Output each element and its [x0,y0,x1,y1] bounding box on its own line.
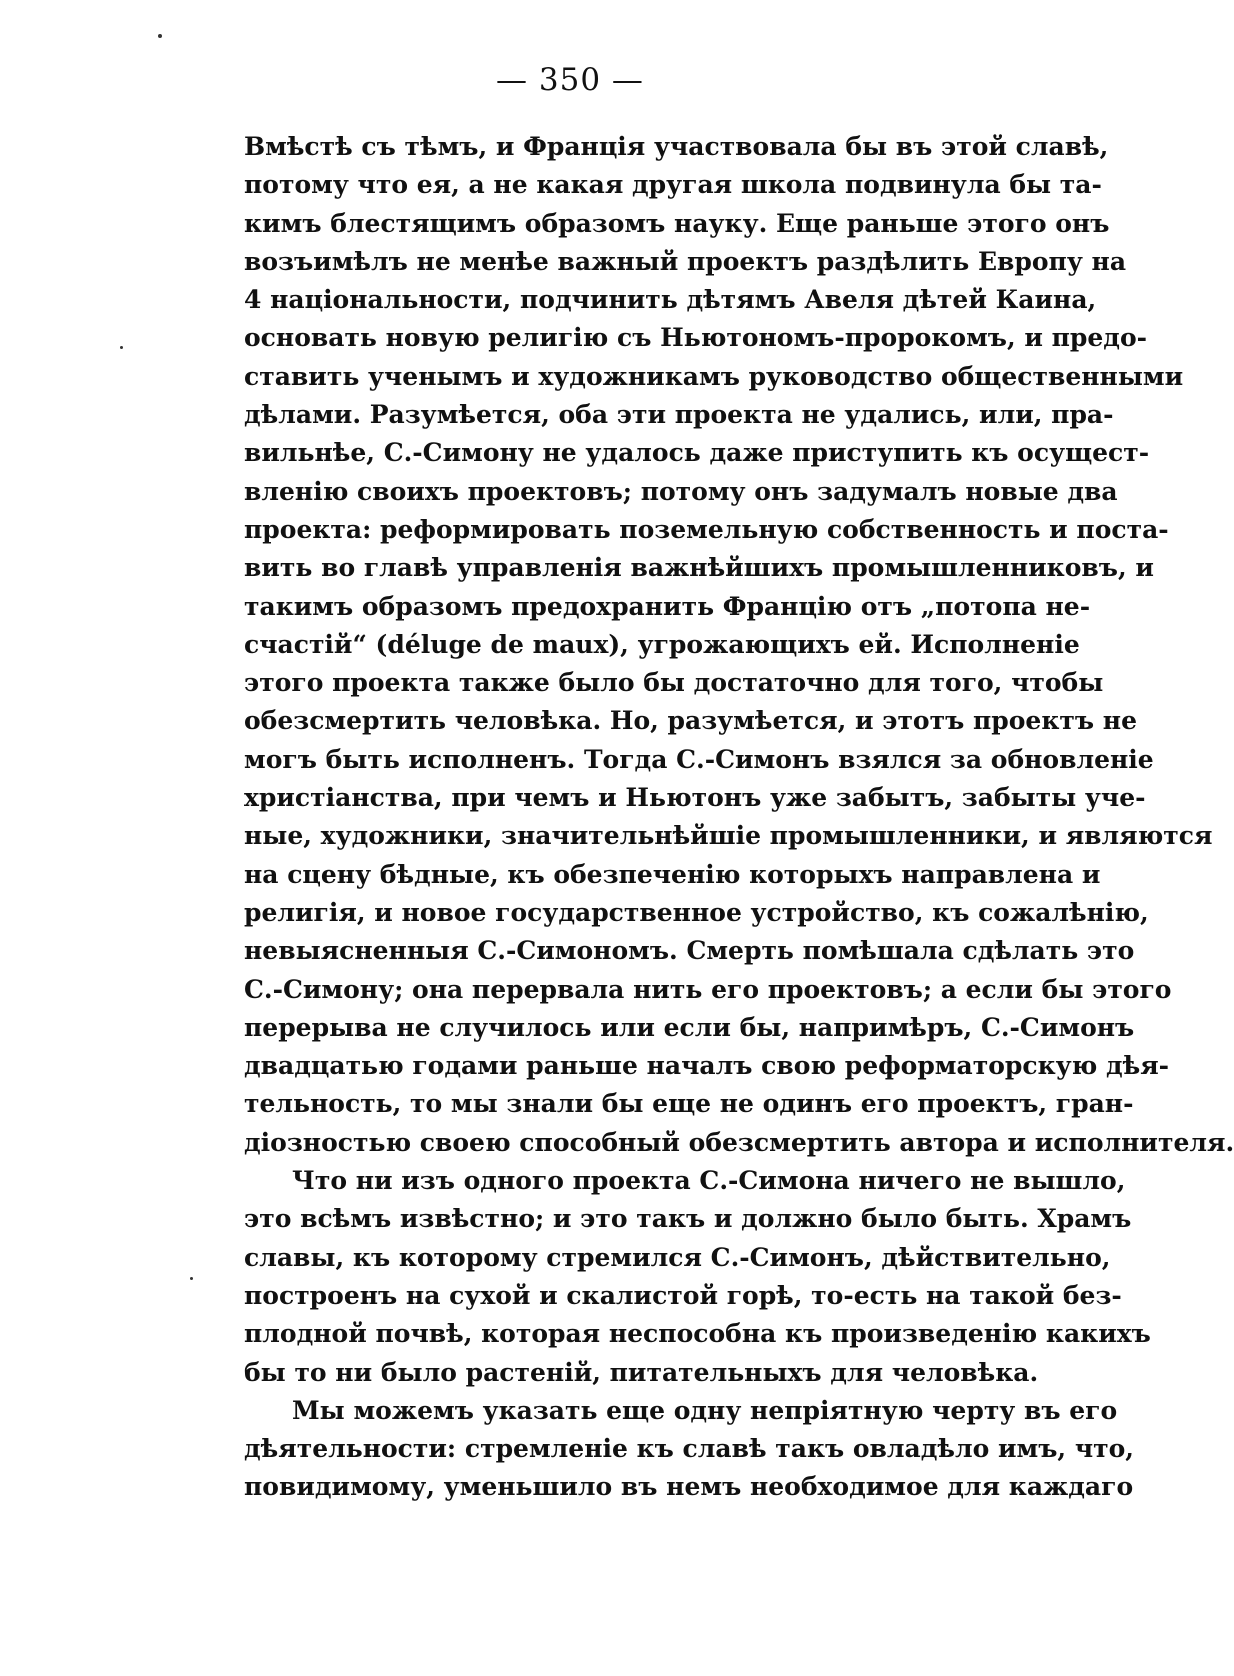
text-line: такимъ образомъ предохранить Францію отъ „потопа не- [244,591,1091,621]
text-line: построенъ на сухой и скалистой горѣ, то-есть на такой без- [244,1280,1122,1310]
text-line: 4 національности, подчинить дѣтямъ Авеля дѣтей Каина, [244,285,1097,315]
text-line: вленію своихъ проектовъ; потому онъ задумалъ новые два [244,476,1118,506]
text-line: двадцатью годами раньше началъ свою реформаторскую дѣя- [244,1051,1170,1081]
text-line: этого проекта также было бы достаточно для того, чтобы [244,668,1104,698]
text-line: С.-Симону; она перервала нить его проектовъ; а если бы этого [244,974,1172,1004]
text-line: Вмѣстѣ съ тѣмъ, и Франція участвовала бы въ этой славѣ, [244,132,1109,161]
text-line: дѣятельности: стремленіе къ славѣ такъ овладѣло имъ, что, [244,1434,1135,1464]
text-line: славы, къ которому стремился С.-Симонъ, дѣйствительно, [244,1242,1111,1272]
ink-speck [158,34,162,38]
text-line: бы то ни было растеній, питательныхъ для человѣка. [244,1357,1039,1387]
text-line: это всѣмъ извѣстно; и это такъ и должно было быть. Храмъ [244,1204,1132,1234]
ink-speck [120,346,123,349]
text-line: плодной почвѣ, которая неспособна къ произведенію какихъ [244,1319,1151,1349]
body-text [244,128,1234,1507]
text-line: основать новую религію съ Ньютономъ-пророкомъ, и предо- [244,323,1148,353]
text-line: невыясненныя С.-Симономъ. Смерть помѣшала сдѣлать это [244,936,1135,966]
text-line: религія, и новое государственное устройство, къ сожалѣнію, [244,897,1149,927]
text-line: кимъ блестящимъ образомъ науку. Еще раньше этого онъ [244,208,1110,238]
text-line: вильнѣе, С.-Симону не удалось даже приступить къ осущест- [244,438,1150,468]
text-line: обезсмертить человѣка. Но, разумѣется, и этотъ проектъ не [244,706,1137,736]
text-line: счастій“ (déluge de maux), угрожающихъ ей. Исполненіе [244,629,1080,659]
text-line: Мы можемъ указать еще одну непріятную черту въ его [292,1395,1118,1425]
text-line: вить во главѣ управленія важнѣйшихъ промышленниковъ, и [244,553,1154,583]
paragraph [244,1392,1135,1507]
text-line: христіанства, при чемъ и Ньютонъ уже забытъ, забыты уче- [244,783,1146,813]
text-line: могъ быть исполненъ. Тогда С.-Симонъ взялся за обновленіе [244,744,1154,774]
text-line: проекта: реформировать поземельную собственность и поста- [244,514,1169,544]
text-line: Что ни изъ одного проекта С.-Симона ничего не вышло, [292,1166,1126,1196]
ink-speck [190,1277,193,1280]
text-line: тельность, то мы знали бы еще не одинъ его проектъ, гран- [244,1089,1134,1119]
page-number: — 350 — [496,62,644,98]
paragraph [244,1162,1151,1392]
text-line: ные, художники, значительнѣйшіе промышленники, и являются [244,821,1213,851]
text-line: на сцену бѣдные, къ обезпеченію которыхъ направлена и [244,859,1101,889]
text-line: дѣлами. Разумѣется, оба эти проекта не удались, или, пра- [244,400,1114,430]
text-line: повидимому, уменьшило въ немъ необходимое для каждаго [244,1472,1134,1502]
text-line: діозностью своею способный обезсмертить автора и исполнителя. [244,1127,1234,1157]
text-line: перерыва не случилось или если бы, напримѣръ, С.-Симонъ [244,1012,1135,1042]
text-line: возъимѣлъ не менѣе важный проектъ раздѣлить Европу на [244,246,1127,276]
text-line: потому что ея, а не какая другая школа подвинула бы та- [244,170,1102,200]
text-line: ставить ученымъ и художникамъ руководство общественными [244,361,1184,391]
paragraph [244,128,1234,1162]
